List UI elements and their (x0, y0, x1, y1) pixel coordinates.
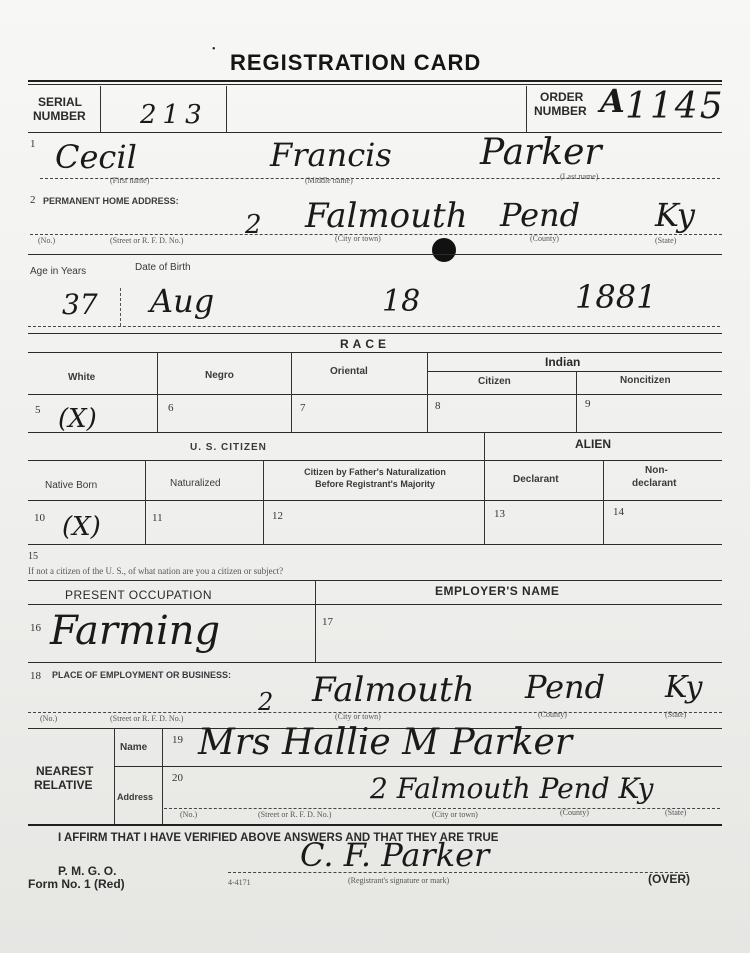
native-born-mark: (X) (62, 512, 101, 542)
relative-name-num: 19 (172, 734, 183, 746)
citizen-col-2 (263, 460, 264, 544)
title-dot: • (212, 44, 216, 55)
father-naturalization-label-2: Before Registrant's Majority (315, 479, 435, 489)
row-divider-serial (28, 132, 722, 133)
citizen-num-10: 10 (34, 512, 45, 524)
address-cap-county: (County) (530, 234, 559, 243)
relative-cap-city: (City or town) (432, 810, 478, 819)
affirm-text: I AFFIRM THAT I HAVE VERIFIED ABOVE ANSWERS AND THAT THEY ARE TRUE (58, 832, 499, 844)
race-indian: Indian (545, 355, 581, 369)
age-divider (120, 288, 121, 326)
race-title-line (28, 352, 722, 353)
race-num-7: 7 (300, 402, 306, 414)
address-number: 2 (245, 210, 262, 240)
race-white-mark: (X) (58, 404, 97, 434)
employment-number: 2 (258, 688, 274, 716)
employment-city: Falmouth (312, 670, 475, 710)
relative-name-value: Mrs Hallie M Parker (198, 722, 573, 763)
occupation-divider (315, 580, 316, 662)
naturalized-label: Naturalized (170, 478, 221, 489)
race-num-6: 6 (168, 402, 174, 414)
occupation-value: Farming (50, 608, 221, 654)
footer-pmgo: P. M. G. O. (58, 864, 117, 878)
address-line-num: 2 (30, 194, 36, 206)
relative-address-label: Address (117, 792, 154, 802)
punch-hole (432, 238, 456, 262)
race-num-5: 5 (35, 404, 41, 416)
footer-over: (OVER) (648, 872, 690, 886)
employment-cap-no: (No.) (40, 714, 58, 723)
serial-label-1: SERIAL (38, 95, 83, 109)
relative-label-1: NEAREST (36, 764, 94, 778)
card-title: REGISTRATION CARD (230, 50, 482, 75)
occupation-title-line (28, 604, 722, 605)
relative-cap-no: (No.) (180, 810, 198, 819)
order-box-left (526, 86, 527, 132)
address-cap-street: (Street or R. F. D. No.) (110, 236, 184, 245)
first-name-caption: (First name) (110, 176, 150, 185)
row-divider-address (28, 254, 722, 255)
father-naturalization-label-1: Citizen by Father's Naturalization (304, 467, 446, 477)
occupation-label: PRESENT OCCUPATION (65, 588, 213, 602)
employer-label: EMPLOYER'S NAME (435, 584, 560, 598)
race-header-line (28, 394, 722, 395)
order-label-2: NUMBER (534, 104, 587, 118)
serial-label-2: NUMBER (33, 109, 86, 123)
middle-name-caption: (Middle name) (305, 176, 353, 185)
employer-line-num: 17 (322, 616, 333, 628)
row-divider-age (28, 333, 722, 334)
address-state: Ky (655, 196, 695, 234)
relative-address-num: 20 (172, 772, 183, 784)
race-indian-noncitizen: Noncitizen (620, 375, 671, 386)
race-col-2 (291, 352, 292, 432)
occupation-line-num: 16 (30, 622, 41, 634)
serial-divider (100, 86, 101, 132)
address-cap-no: (No.) (38, 236, 56, 245)
race-col-1 (157, 352, 158, 432)
middle-name: Francis (270, 136, 392, 174)
serial-value: 213 (140, 100, 208, 130)
race-num-8: 8 (435, 400, 441, 412)
citizen-num-13: 13 (494, 508, 505, 520)
address-cap-state: (State) (655, 236, 677, 245)
employment-state: Ky (665, 670, 703, 705)
row-divider-race (28, 432, 722, 433)
registrant-signature: C. F. Parker (300, 836, 490, 874)
citizen-num-14: 14 (613, 506, 624, 518)
us-citizen-title: U. S. CITIZEN (190, 442, 267, 453)
nation-question: If not a citizen of the U. S., of what nation are you a citizen or subject? (28, 566, 284, 576)
non-declarant-label-1: Non- (645, 465, 668, 476)
row-divider-nation (28, 580, 722, 581)
first-name: Cecil (55, 138, 137, 176)
relative-divider-2 (162, 728, 163, 824)
relative-divider-1 (114, 728, 115, 824)
non-declarant-label-2: declarant (632, 478, 677, 489)
row-divider-occupation (28, 662, 722, 663)
address-cap-city: (City or town) (335, 234, 381, 243)
footer-form: Form No. 1 (Red) (28, 877, 125, 891)
address-city: Falmouth (305, 196, 468, 236)
age-line (28, 326, 720, 327)
relative-name-label: Name (120, 742, 148, 753)
relative-address-line (164, 808, 720, 809)
employment-cap-county: (County) (538, 710, 567, 719)
order-label-1: ORDER (540, 90, 584, 104)
dob-year: 1881 (575, 278, 657, 316)
name-line-num: 1 (30, 138, 36, 150)
race-title: RACE (340, 337, 391, 351)
employment-cap-state: (State) (665, 710, 687, 719)
race-col-3 (427, 352, 428, 432)
employment-cap-city: (City or town) (335, 712, 381, 721)
race-num-9: 9 (585, 398, 591, 410)
dob-month: Aug (150, 282, 215, 320)
declarant-label: Declarant (513, 474, 559, 485)
race-oriental: Oriental (330, 366, 368, 377)
citizen-col-3 (603, 460, 604, 544)
employment-county: Pend (525, 668, 606, 706)
employment-line-num: 18 (30, 670, 41, 682)
relative-cap-street: (Street or R. F. D. No.) (258, 810, 332, 819)
row-divider-citizen (28, 544, 722, 545)
last-name: Parker (480, 132, 602, 173)
order-value: 1145 (625, 86, 725, 127)
citizen-alien-divider (484, 432, 485, 544)
row-divider-relative (28, 824, 722, 826)
citizen-title-line (28, 460, 722, 461)
dob-label: Date of Birth (135, 262, 191, 273)
employment-cap-street: (Street or R. F. D. No.) (110, 714, 184, 723)
race-col-4 (576, 371, 577, 432)
age-label: Age in Years (30, 266, 87, 277)
relative-cap-state: (State) (665, 808, 687, 817)
citizen-num-11: 11 (152, 512, 163, 524)
relative-address-value: 2 Falmouth Pend Ky (370, 772, 654, 805)
employment-label: PLACE OF EMPLOYMENT OR BUSINESS: (52, 670, 232, 680)
signature-caption: (Registrant's signature or mark) (348, 876, 450, 885)
race-indian-citizen: Citizen (478, 376, 511, 387)
footer-code: 4-4171 (228, 878, 251, 887)
citizen-header-line (28, 500, 722, 501)
age-value: 37 (62, 288, 98, 321)
order-prefix: A (600, 82, 625, 120)
race-negro: Negro (205, 370, 234, 381)
native-born-label: Native Born (45, 480, 98, 491)
relative-label-2: RELATIVE (34, 778, 93, 792)
signature-line (228, 872, 688, 873)
nation-line-num: 15 (28, 551, 38, 562)
address-county: Pend (500, 196, 581, 234)
address-label: PERMANENT HOME ADDRESS: (43, 196, 179, 206)
dob-day: 18 (382, 284, 421, 319)
alien-title: ALIEN (575, 437, 611, 451)
race-white: White (68, 372, 96, 383)
serial-box-right (226, 86, 227, 132)
relative-cap-county: (County) (560, 808, 589, 817)
citizen-num-12: 12 (272, 510, 283, 522)
relative-name-line (114, 766, 722, 767)
citizen-col-1 (145, 460, 146, 544)
last-name-caption: (Last name) (560, 172, 599, 181)
indian-subdivider (427, 371, 722, 372)
